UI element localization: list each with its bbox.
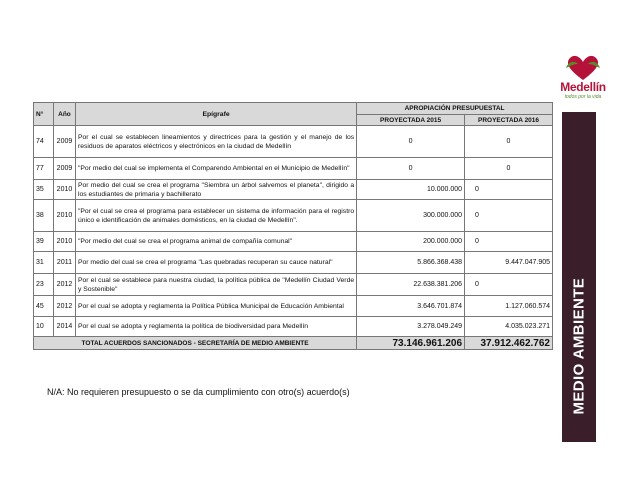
header-epigrafe: Epígrafe xyxy=(75,103,356,126)
row-2016: 0 xyxy=(465,158,553,180)
footnote: N/A: No requieren presupuesto o se da cumplimiento con otro(s) acuerdo(s) xyxy=(47,387,350,397)
row-epigrafe: Por medio del cual se crea el programa "Las quebradas recuperan su cauce natural" xyxy=(75,252,356,274)
table-row xyxy=(34,180,553,200)
table-row xyxy=(34,274,553,296)
table-row xyxy=(34,232,553,252)
header-num: N° xyxy=(34,103,54,126)
row-2015: 300.000.000 xyxy=(357,200,465,232)
row-num: 74 xyxy=(34,126,54,158)
table-row xyxy=(34,296,553,317)
row-2016: 0 xyxy=(465,126,553,158)
row-2015: 200.000.000 xyxy=(357,232,465,252)
budget-table xyxy=(33,102,553,350)
row-2015: 10.000.000 xyxy=(357,180,465,200)
row-2015: 0 xyxy=(357,158,465,180)
row-num: 45 xyxy=(34,296,54,317)
total-2015: 73.146.961.206 xyxy=(357,337,465,350)
row-num: 38 xyxy=(34,200,54,232)
row-year: 2010 xyxy=(53,232,75,252)
row-epigrafe: Por el cual se adopta y reglamenta la política de biodiversidad para Medellín xyxy=(75,317,356,337)
row-2015: 3.278.049.249 xyxy=(357,317,465,337)
row-num: 77 xyxy=(34,158,54,180)
total-2016: 37.912.462.762 xyxy=(465,337,553,350)
row-year: 2010 xyxy=(53,200,75,232)
row-2016: 0 xyxy=(465,200,553,232)
row-year: 2011 xyxy=(53,252,75,274)
row-year: 2014 xyxy=(53,317,75,337)
row-num: 39 xyxy=(34,232,54,252)
row-year: 2012 xyxy=(53,296,75,317)
row-2016: 4.035.023.271 xyxy=(465,317,553,337)
row-epigrafe: Por el cual se establece para nuestra ciudad, la política pública de "Medellín Ciudad Verde y Sostenible" xyxy=(75,274,356,296)
row-epigrafe: Por el cual se adopta y reglamenta la Política Pública Municipal de Educación Ambiental xyxy=(75,296,356,317)
side-section-label: MEDIO AMBIENTE xyxy=(570,277,588,415)
row-epigrafe: "Por medio del cual se implementa el Comparendo Ambiental en el Municipio de Medellín" xyxy=(75,158,356,180)
header-2015: PROYECTADA 2015 xyxy=(357,115,465,126)
header-2016: PROYECTADA 2016 xyxy=(465,115,553,126)
table-row xyxy=(34,252,553,274)
total-row xyxy=(34,337,553,350)
row-2015: 5.866.368.438 xyxy=(357,252,465,274)
row-year: 2009 xyxy=(53,126,75,158)
row-2015: 3.646.701.874 xyxy=(357,296,465,317)
row-2015: 22.638.381.206 xyxy=(357,274,465,296)
row-num: 35 xyxy=(34,180,54,200)
row-2016: 9.447.047.905 xyxy=(465,252,553,274)
row-year: 2012 xyxy=(53,274,75,296)
row-epigrafe: Por el cual se establecen lineamientos y directrices para la gestión y el manejo de los residuos de aparatos eléctricos y electrónicos en la ciudad de Medellín xyxy=(75,126,356,158)
row-year: 2009 xyxy=(53,158,75,180)
logo-tagline: todos por la vida xyxy=(564,94,602,100)
row-epigrafe: "Por medio del cual se crea el programa animal de compañía comunal" xyxy=(75,232,356,252)
row-num: 31 xyxy=(34,252,54,274)
header-year: Año xyxy=(53,103,75,126)
row-2016: 0 xyxy=(465,180,553,200)
row-year: 2010 xyxy=(53,180,75,200)
row-2015: 0 xyxy=(357,126,465,158)
row-num: 10 xyxy=(34,317,54,337)
table-row xyxy=(34,200,553,232)
row-2016: 0 xyxy=(465,274,553,296)
table-row xyxy=(34,126,553,158)
table-row xyxy=(34,158,553,180)
row-num: 23 xyxy=(34,274,54,296)
row-epigrafe: "Por el cual se crea el programa para establecer un sistema de información para el registro único e identificación de animales domésticos, en la ciudad de Medellín". xyxy=(75,200,356,232)
row-2016: 0 xyxy=(465,232,553,252)
header-budget-group: APROPIACIÓN PRESUPUESTAL xyxy=(357,103,553,115)
side-section-band xyxy=(562,112,596,442)
logo-name: Medellín xyxy=(560,80,606,94)
row-2016: 1.127.060.574 xyxy=(465,296,553,317)
total-label: TOTAL ACUERDOS SANCIONADOS - SECRETARÍA DE MEDIO AMBIENTE xyxy=(34,337,357,350)
row-epigrafe: Por medio del cual se crea el programa "Siembra un árbol salvemos el planeta", dirigido a los estudiantes de primaria y bachillerato xyxy=(75,180,356,200)
table-row xyxy=(34,317,553,337)
